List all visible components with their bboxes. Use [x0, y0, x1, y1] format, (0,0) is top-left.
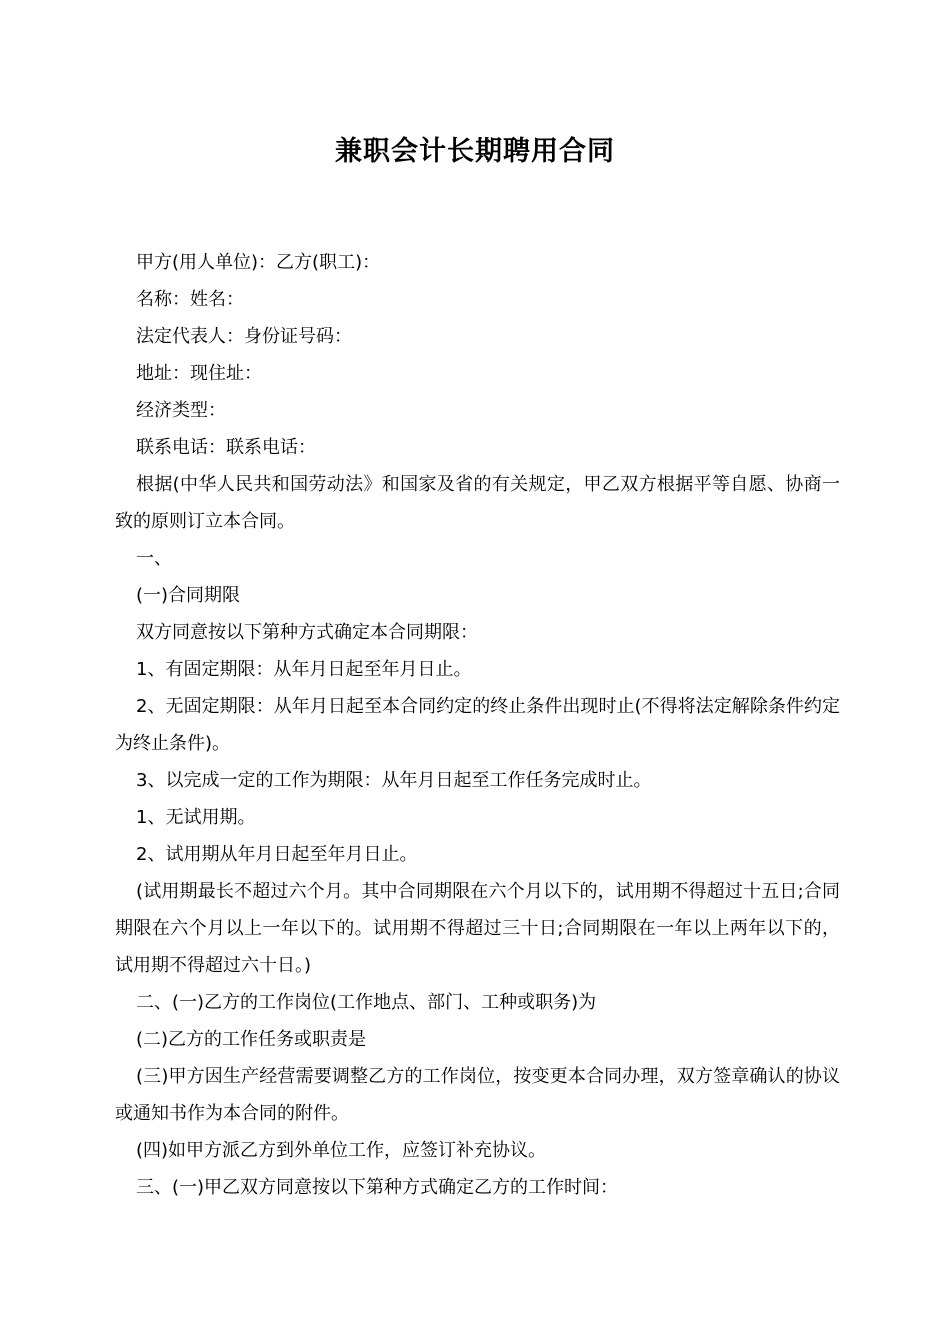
list-item: 1、无试用期。 — [136, 807, 256, 828]
list-item: 2、试用期从年月日起至年月日止。 — [136, 844, 418, 865]
paragraph-section-three: 三、(一)甲乙双方同意按以下第种方式确定乙方的工作时间： — [136, 1177, 619, 1198]
list-item: 2、无固定期限：从年月日起至本合同约定的终止条件出现时止(不得将法定解除条件约定为终止条件)。 — [115, 696, 840, 754]
paragraph-term-method: 双方同意按以下第种方式确定本合同期限： — [136, 622, 478, 643]
paragraph-section-two: 二、(一)乙方的工作岗位(工作地点、部门、工种或职务)为 — [136, 992, 597, 1013]
paragraph-external-assignment: (四)如甲方派乙方到外单位工作，应签订补充协议。 — [136, 1140, 547, 1161]
paragraph-probation-note: (试用期最长不超过六个月。其中合同期限在六个月以下的，试用期不得超过十五日;合同期限在六个月以上一年以下的。试用期不得超过三十日;合同期限在一年以上两年以下的，试用期不得超过六十日。) — [115, 881, 840, 976]
paragraph-position-adjust: (三)甲方因生产经营需要调整乙方的工作岗位，按变更本合同办理，双方签章确认的协议或通知书作为本合同的附件。 — [115, 1066, 840, 1124]
paragraph-address: 地址：现住址： — [136, 363, 262, 384]
list-item: 3、以完成一定的工作为期限：从年月日起至工作任务完成时止。 — [136, 770, 652, 791]
paragraph-duties: (二)乙方的工作任务或职责是 — [136, 1029, 367, 1050]
paragraph-preamble: 根据(中华人民共和国劳动法》和国家及省的有关规定，甲乙双方根据平等自愿、协商一致的原则订立本合同。 — [115, 474, 840, 532]
document-title: 兼职会计长期聘用合同 — [335, 136, 615, 167]
section-heading-one: 一、 — [136, 548, 172, 569]
paragraph-economic-type: 经济类型： — [136, 400, 226, 421]
paragraph-parties-header: 甲方(用人单位)：乙方(职工)： — [136, 252, 381, 273]
paragraph-legal-rep: 法定代表人：身份证号码： — [136, 326, 352, 347]
list-item: 1、有固定期限：从年月日起至年月日止。 — [136, 659, 472, 680]
document-body — [115, 244, 840, 1206]
subsection-contract-term: (一)合同期限 — [136, 585, 241, 606]
paragraph-phone: 联系电话：联系电话： — [136, 437, 316, 458]
paragraph-name: 名称：姓名： — [136, 289, 244, 310]
